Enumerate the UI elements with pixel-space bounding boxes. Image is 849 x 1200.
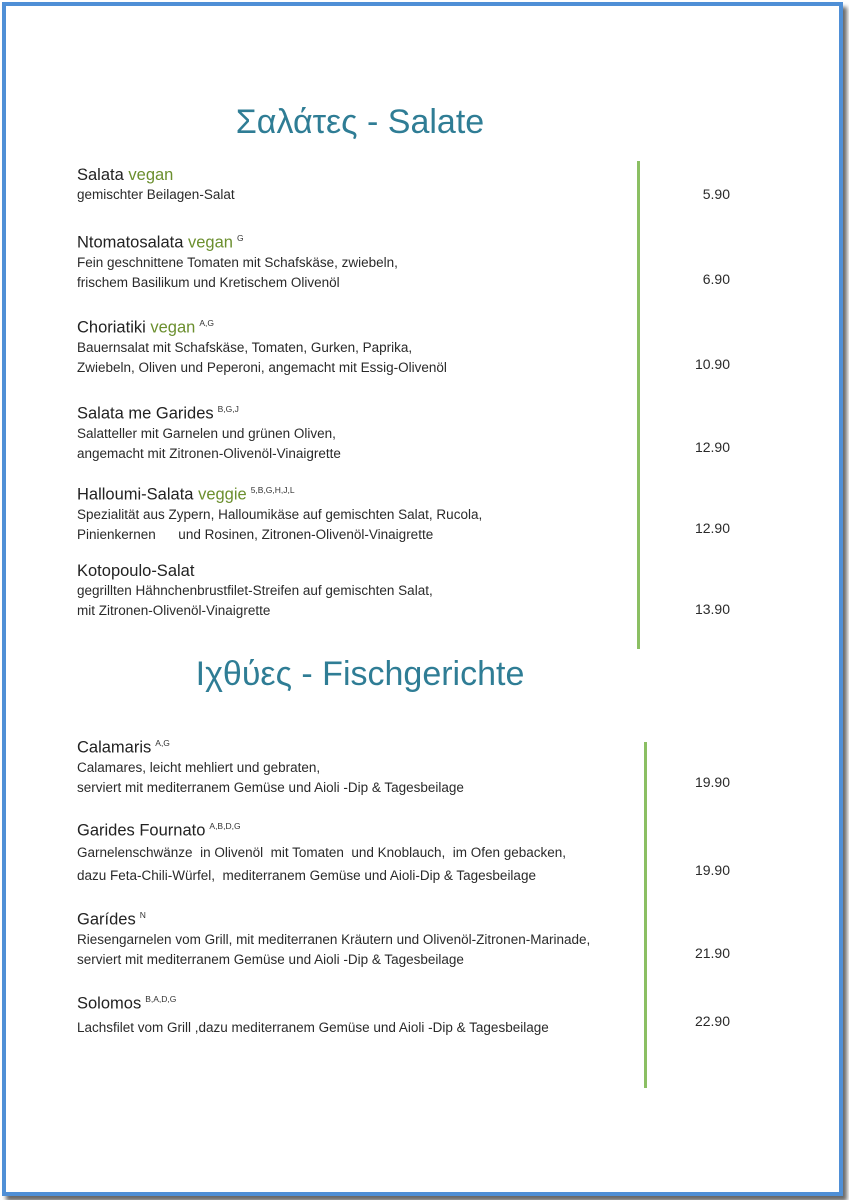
- allergen-codes: A,B,D,G: [209, 821, 241, 831]
- item-name: Ntomatosalata: [77, 233, 184, 252]
- item-description: Garnelenschwänze in Olivenöl mit Tomaten und Knoblauch, im Ofen gebacken,: [77, 844, 567, 860]
- item-description: Calamares, leicht mehliert und gebraten,: [77, 759, 321, 775]
- menu-item-kotopoulo-salat: [77, 561, 737, 621]
- allergen-codes: A,G: [155, 738, 170, 748]
- item-name: Choriatiki: [77, 318, 146, 337]
- item-description: gegrillten Hähnchenbrustfilet-Streifen auf gemischten Salat,: [77, 583, 433, 598]
- item-description: Fein geschnittene Tomaten mit Schafskäse, zwiebeln,: [77, 254, 398, 270]
- item-price: 10.90: [694, 356, 730, 372]
- allergen-codes: 5,B,G,H,J,L: [250, 485, 295, 495]
- item-price: 21.90: [694, 945, 730, 961]
- menu-item-salata-me-garides: [77, 399, 737, 464]
- menu-item-ntomatosalata: [77, 228, 737, 293]
- item-description-line2: angemacht mit Zitronen-Olivenöl-Vinaigrette: [77, 445, 341, 461]
- allergen-codes: B,A,D,G: [145, 994, 177, 1004]
- menu-item-salata: [77, 165, 737, 205]
- item-description-line2: serviert mit mediterranem Gemüse und Aioli -Dip & Tagesbeilage: [77, 779, 464, 795]
- menu-item-garides-fournato: [77, 816, 737, 887]
- menu-item-garides: [77, 905, 737, 970]
- item-name: Garides Fournato: [77, 821, 206, 840]
- item-description-line2: frischem Basilikum und Kretischem Olivenöl: [77, 274, 340, 290]
- item-name: Halloumi-Salata: [77, 485, 194, 504]
- item-price: 6.90: [702, 271, 730, 287]
- fish-section-title: Ιχθύες - Fischgerichte: [195, 655, 525, 693]
- item-price: 13.90: [694, 601, 730, 617]
- item-price: 22.90: [694, 1013, 730, 1029]
- diet-label: vegan: [150, 318, 196, 337]
- menu-item-choriatiki: [77, 313, 737, 378]
- item-price: 12.90: [694, 439, 730, 455]
- item-description: Bauernsalat mit Schafskäse, Tomaten, Gurken, Paprika,: [77, 339, 413, 355]
- item-price: 12.90: [694, 520, 730, 536]
- item-name: Garídes: [77, 910, 136, 929]
- item-description: Salatteller mit Garnelen und grünen Oliven,: [77, 425, 336, 441]
- item-description-line2: Zwiebeln, Oliven und Peperoni, angemacht mit Essig-Olivenöl: [77, 359, 447, 375]
- item-description-line2: dazu Feta-Chili-Würfel, mediterranem Gemüse und Aioli-Dip & Tagesbeilage: [77, 867, 536, 883]
- allergen-codes: N: [139, 910, 146, 920]
- item-price: 19.90: [694, 774, 730, 790]
- menu-item-halloumi-salata: [77, 480, 737, 545]
- item-description: Riesengarnelen vom Grill, mit mediterranen Kräutern und Olivenöl-Zitronen-Marinade,: [77, 931, 591, 947]
- item-name: Kotopoulo-Salat: [77, 562, 195, 580]
- item-name: Salata: [77, 166, 124, 184]
- allergen-codes: G: [236, 233, 244, 243]
- salads-section-title: Σαλάτες - Salate: [235, 103, 485, 141]
- item-name: Salata me Garides: [77, 404, 214, 423]
- diet-label: veggie: [198, 485, 247, 504]
- item-price: 5.90: [702, 186, 730, 202]
- item-description-line2: serviert mit mediterranem Gemüse und Aioli -Dip & Tagesbeilage: [77, 951, 464, 967]
- menu-item-solomos: [77, 989, 737, 1042]
- item-description-line2: Pinienkernen und Rosinen, Zitronen-Olivenöl-Vinaigrette: [77, 526, 434, 542]
- allergen-codes: A,G: [199, 318, 214, 328]
- item-name: Solomos: [77, 994, 142, 1013]
- menu-item-calamaris: [77, 733, 737, 798]
- item-description: gemischter Beilagen-Salat: [77, 187, 235, 202]
- item-price: 19.90: [694, 862, 730, 878]
- item-description: Lachsfilet vom Grill ,dazu mediterranem Gemüse und Aioli -Dip & Tagesbeilage: [77, 1019, 549, 1035]
- allergen-codes: B,G,J: [217, 404, 239, 414]
- item-description-line2: mit Zitronen-Olivenöl-Vinaigrette: [77, 603, 271, 618]
- diet-label: vegan: [187, 233, 233, 252]
- item-description: Spezialität aus Zypern, Halloumikäse auf gemischten Salat, Rucola,: [77, 506, 483, 522]
- item-name: Calamaris: [77, 738, 152, 757]
- diet-label: vegan: [128, 166, 174, 184]
